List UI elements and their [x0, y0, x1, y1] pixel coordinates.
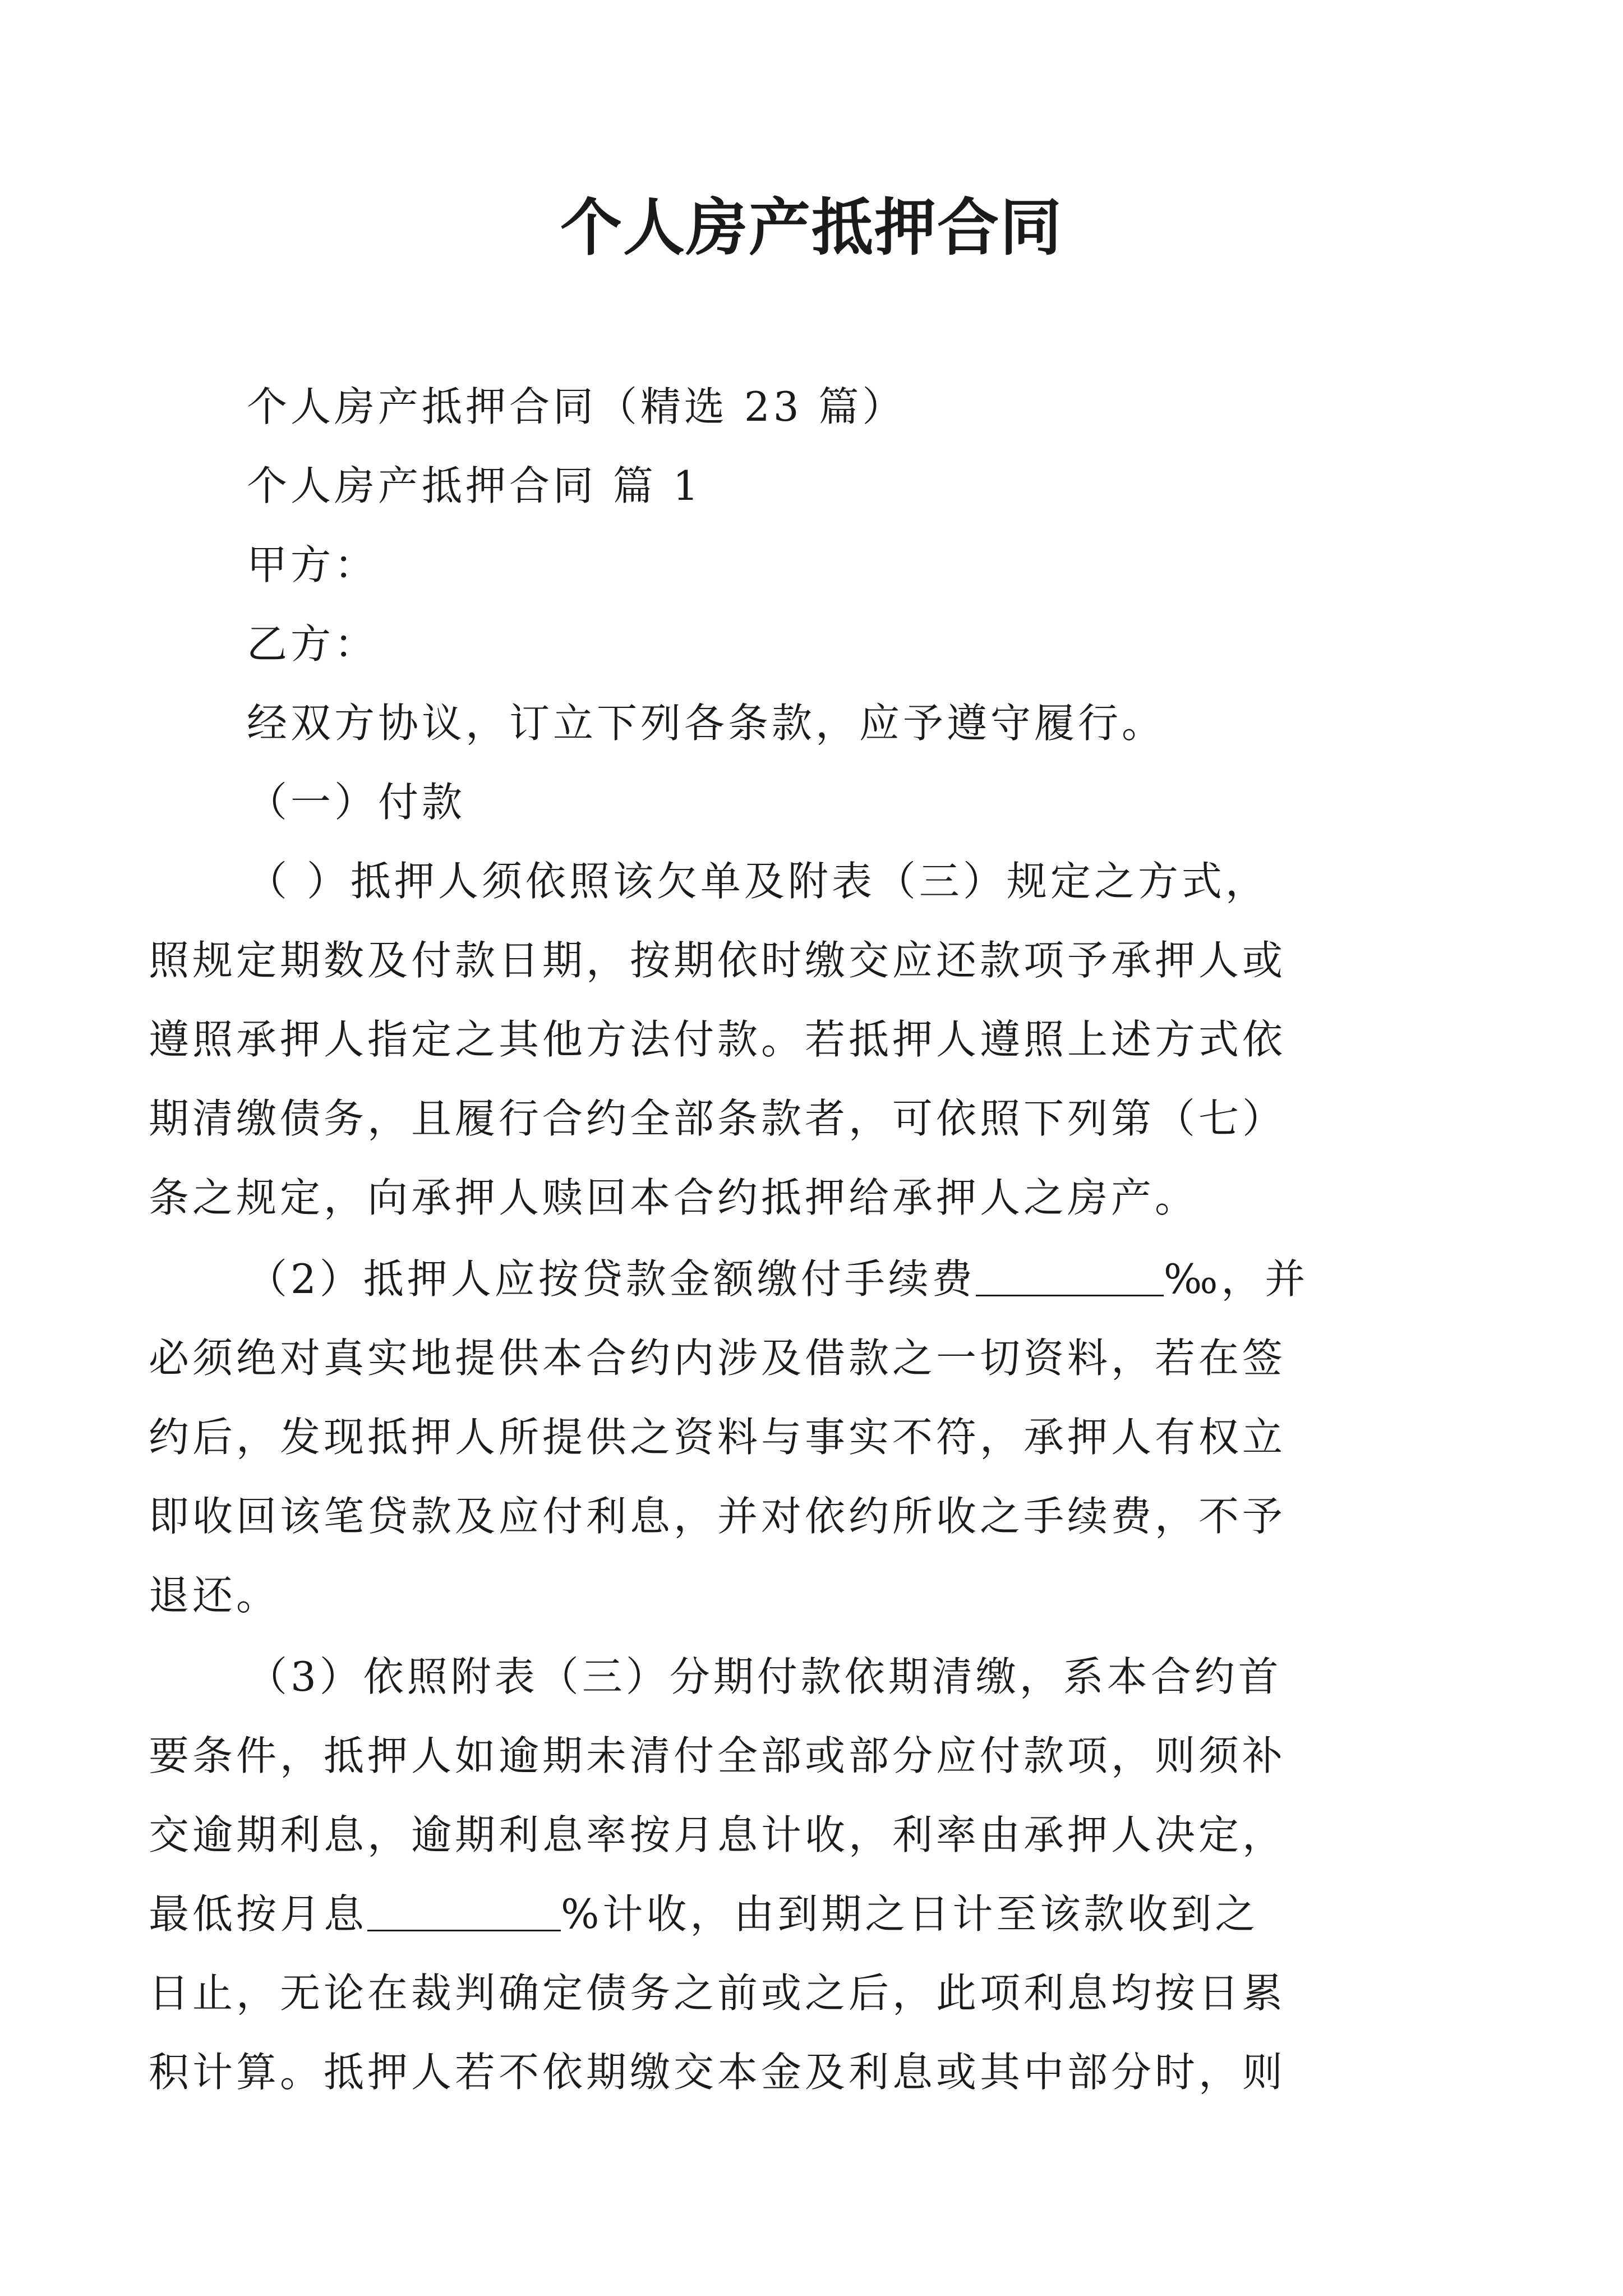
- document-title: 个人房产抵押合同: [560, 191, 1063, 264]
- clause-1-line: 期清缴债务，且履行合约全部条款者，可依照下列第（七）: [149, 1095, 1287, 1142]
- clause-3-line: 积计算。抵押人若不依期缴交本金及利息或其中部分时，则: [149, 2049, 1287, 2096]
- clause-1-line: （ ）抵押人须依照该欠单及附表（三）规定之方式，: [247, 858, 1269, 905]
- clause-2-line: 退还。: [149, 1572, 280, 1619]
- clause-1-line: 照规定期数及付款日期，按期依时缴交应还款项予承押人或: [149, 937, 1287, 984]
- clause-3-line: 日止，无论在裁判确定债务之前或之后，此项利息均按日累: [149, 1970, 1287, 2017]
- clause-2-text: ‰，并: [1163, 1255, 1309, 1303]
- clause-3-line: 交逾期利息，逾期利息率按月息计收，利率由承押人决定，: [149, 1811, 1287, 1858]
- clause-3-line: [149, 1875, 1377, 1954]
- clause-1-line: 遵照承押人指定之其他方法付款。若抵押人遵照上述方式依: [149, 1016, 1287, 1063]
- clause-3-text: 最低按月息: [149, 1890, 368, 1938]
- clause-2-line: 必须绝对真实地提供本合约内涉及借款之一切资料，若在签: [149, 1335, 1287, 1382]
- party-b-label: 乙方：: [247, 620, 379, 668]
- interest-rate-blank: [367, 1896, 561, 1931]
- intro-line: 经双方协议，订立下列各条款，应予遵守履行。: [247, 700, 1166, 747]
- clause-2: [149, 1240, 1377, 1635]
- clause-3-line: （3）依照附表（三）分期付款依期清缴，系本合约首: [247, 1653, 1282, 1700]
- section-heading: （一）付款: [247, 779, 466, 826]
- party-a-label: 甲方：: [247, 541, 379, 588]
- intro-line: 个人房产抵押合同 篇 1: [247, 462, 702, 509]
- clause-2-text: （2）抵押人应按贷款金额缴付手续费: [247, 1255, 976, 1303]
- fee-rate-blank: [976, 1261, 1164, 1296]
- intro-line: 个人房产抵押合同（精选 23 篇）: [247, 383, 906, 430]
- clause-2-line: [149, 1240, 1377, 1319]
- clause-3: [149, 1637, 1377, 2112]
- clause-3-line: 要条件，抵押人如逾期未清付全部或部分应付款项，则须补: [149, 1732, 1287, 1779]
- clause-1-line: 条之规定，向承押人赎回本合约抵押给承押人之房产。: [149, 1174, 1199, 1221]
- clause-1: [149, 842, 1377, 1237]
- clause-3-text: %计收，由到期之日计至该款收到之: [561, 1890, 1259, 1938]
- clause-2-line: 即收回该笔贷款及应付利息，并对依约所收之手续费，不予: [149, 1493, 1287, 1540]
- clause-2-line: 约后，发现抵押人所提供之资料与事实不符，承押人有权立: [149, 1414, 1287, 1461]
- document-body: [149, 367, 1377, 2112]
